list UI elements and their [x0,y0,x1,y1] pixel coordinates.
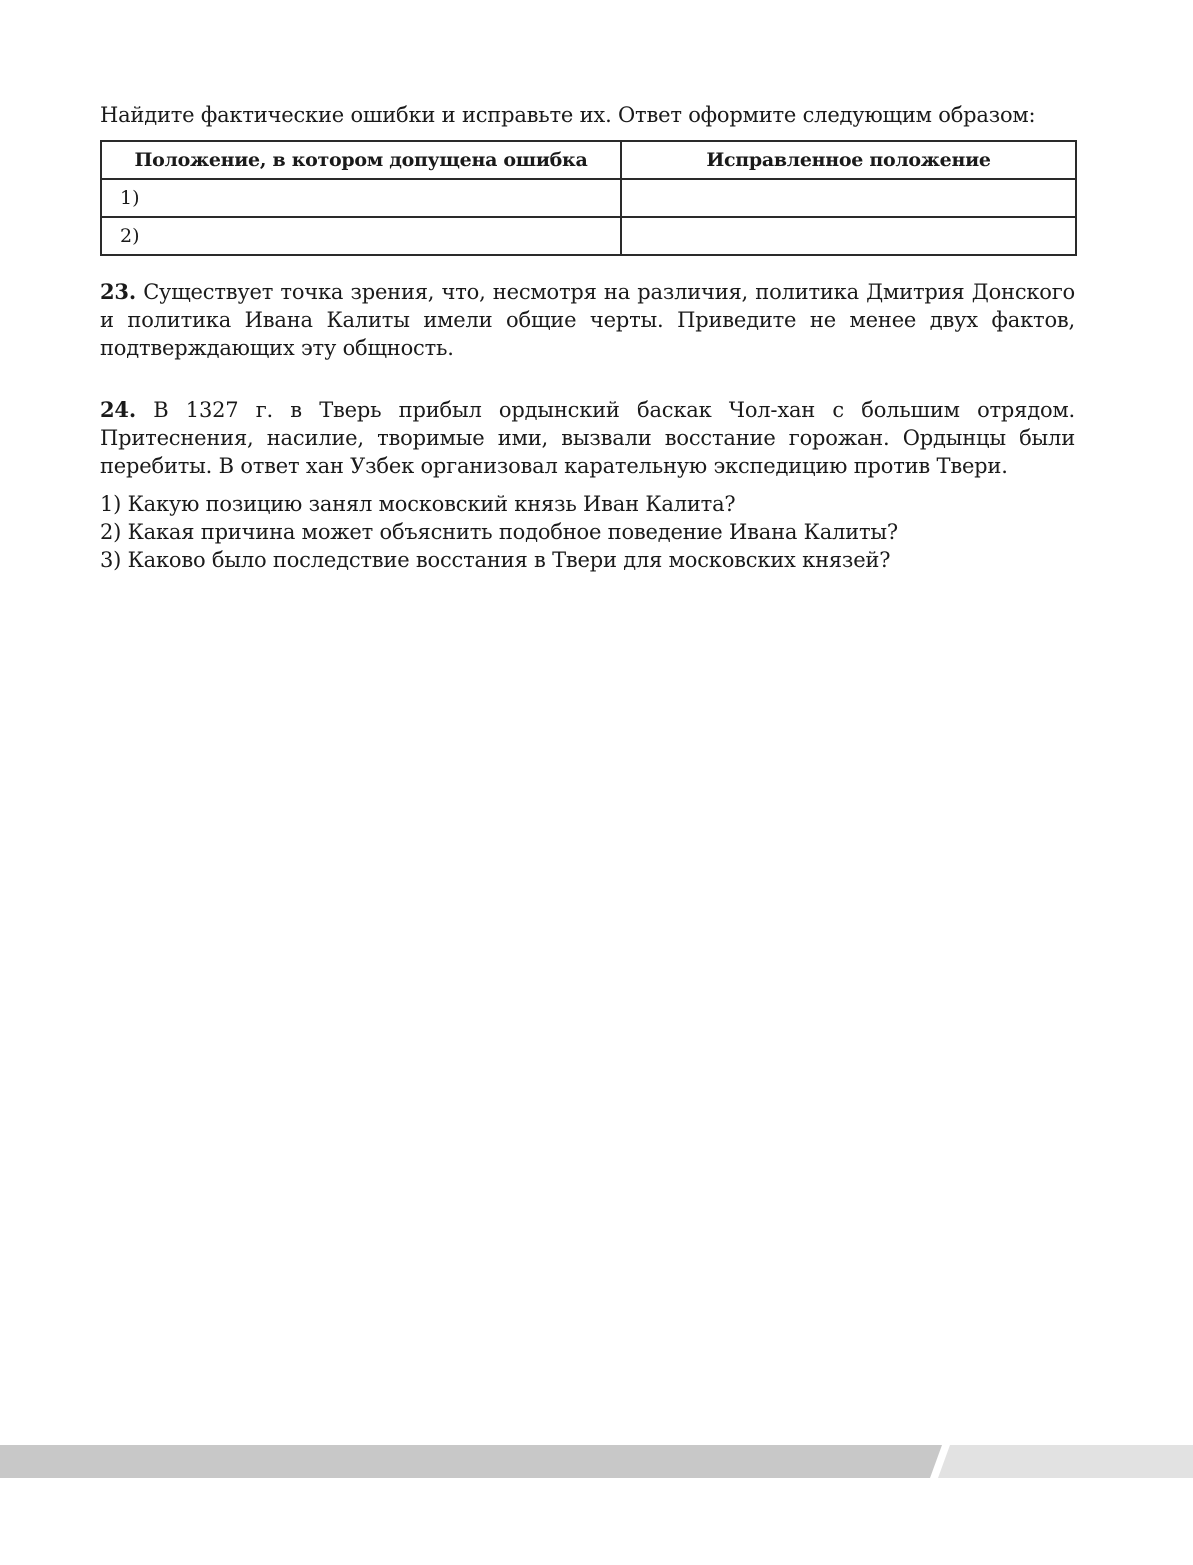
instruction-text: Найдите фактические ошибки и исправьте их. Ответ оформите следующим образом: [100,103,1036,127]
table-row [101,217,1076,255]
task-24 [100,396,1075,480]
list-item: 3) Каково было последствие восстания в Твери для московских князей? [100,548,891,572]
list-item: 2) Какая причина может объяснить подобное поведение Ивана Калиты? [100,520,898,544]
footer-bar-tab [938,1445,1193,1478]
task-text: В 1327 г. в Тверь прибыл ордынский баскак Чол-хан с большим отрядом. Притеснения, насилие, творимые ими, вызвали восстание горожан. Ордынцы были перебиты. В ответ хан Узбек организовал карательную экспедицию против Твери. [100,398,1075,478]
task-text: Существует точка зрения, что, несмотря на различия, политика Дмитрия Донского и политика Ивана Калиты имели общие черты. Приведите не менее двух фактов, подтверждающих эту общность. [100,280,1075,360]
table-row [101,179,1076,217]
table-header-error: Положение, в котором допущена ошибка [101,141,621,179]
task-number: 23. [100,279,136,304]
footer-decoration [0,1445,1193,1478]
footer-bar-main [0,1445,942,1478]
task-number: 24. [100,397,136,422]
table-cell: 1) [101,179,621,217]
table-cell [621,217,1076,255]
table-header-corrected: Исправленное положение [621,141,1076,179]
list-item: 1) Какую позицию занял московский князь Иван Калита? [100,492,736,516]
table-cell: 2) [101,217,621,255]
table-header-row [101,141,1076,179]
table-cell [621,179,1076,217]
page-content [100,100,1075,574]
answer-table [100,140,1077,256]
task-23 [100,278,1075,362]
task-24-questions [100,490,1075,574]
